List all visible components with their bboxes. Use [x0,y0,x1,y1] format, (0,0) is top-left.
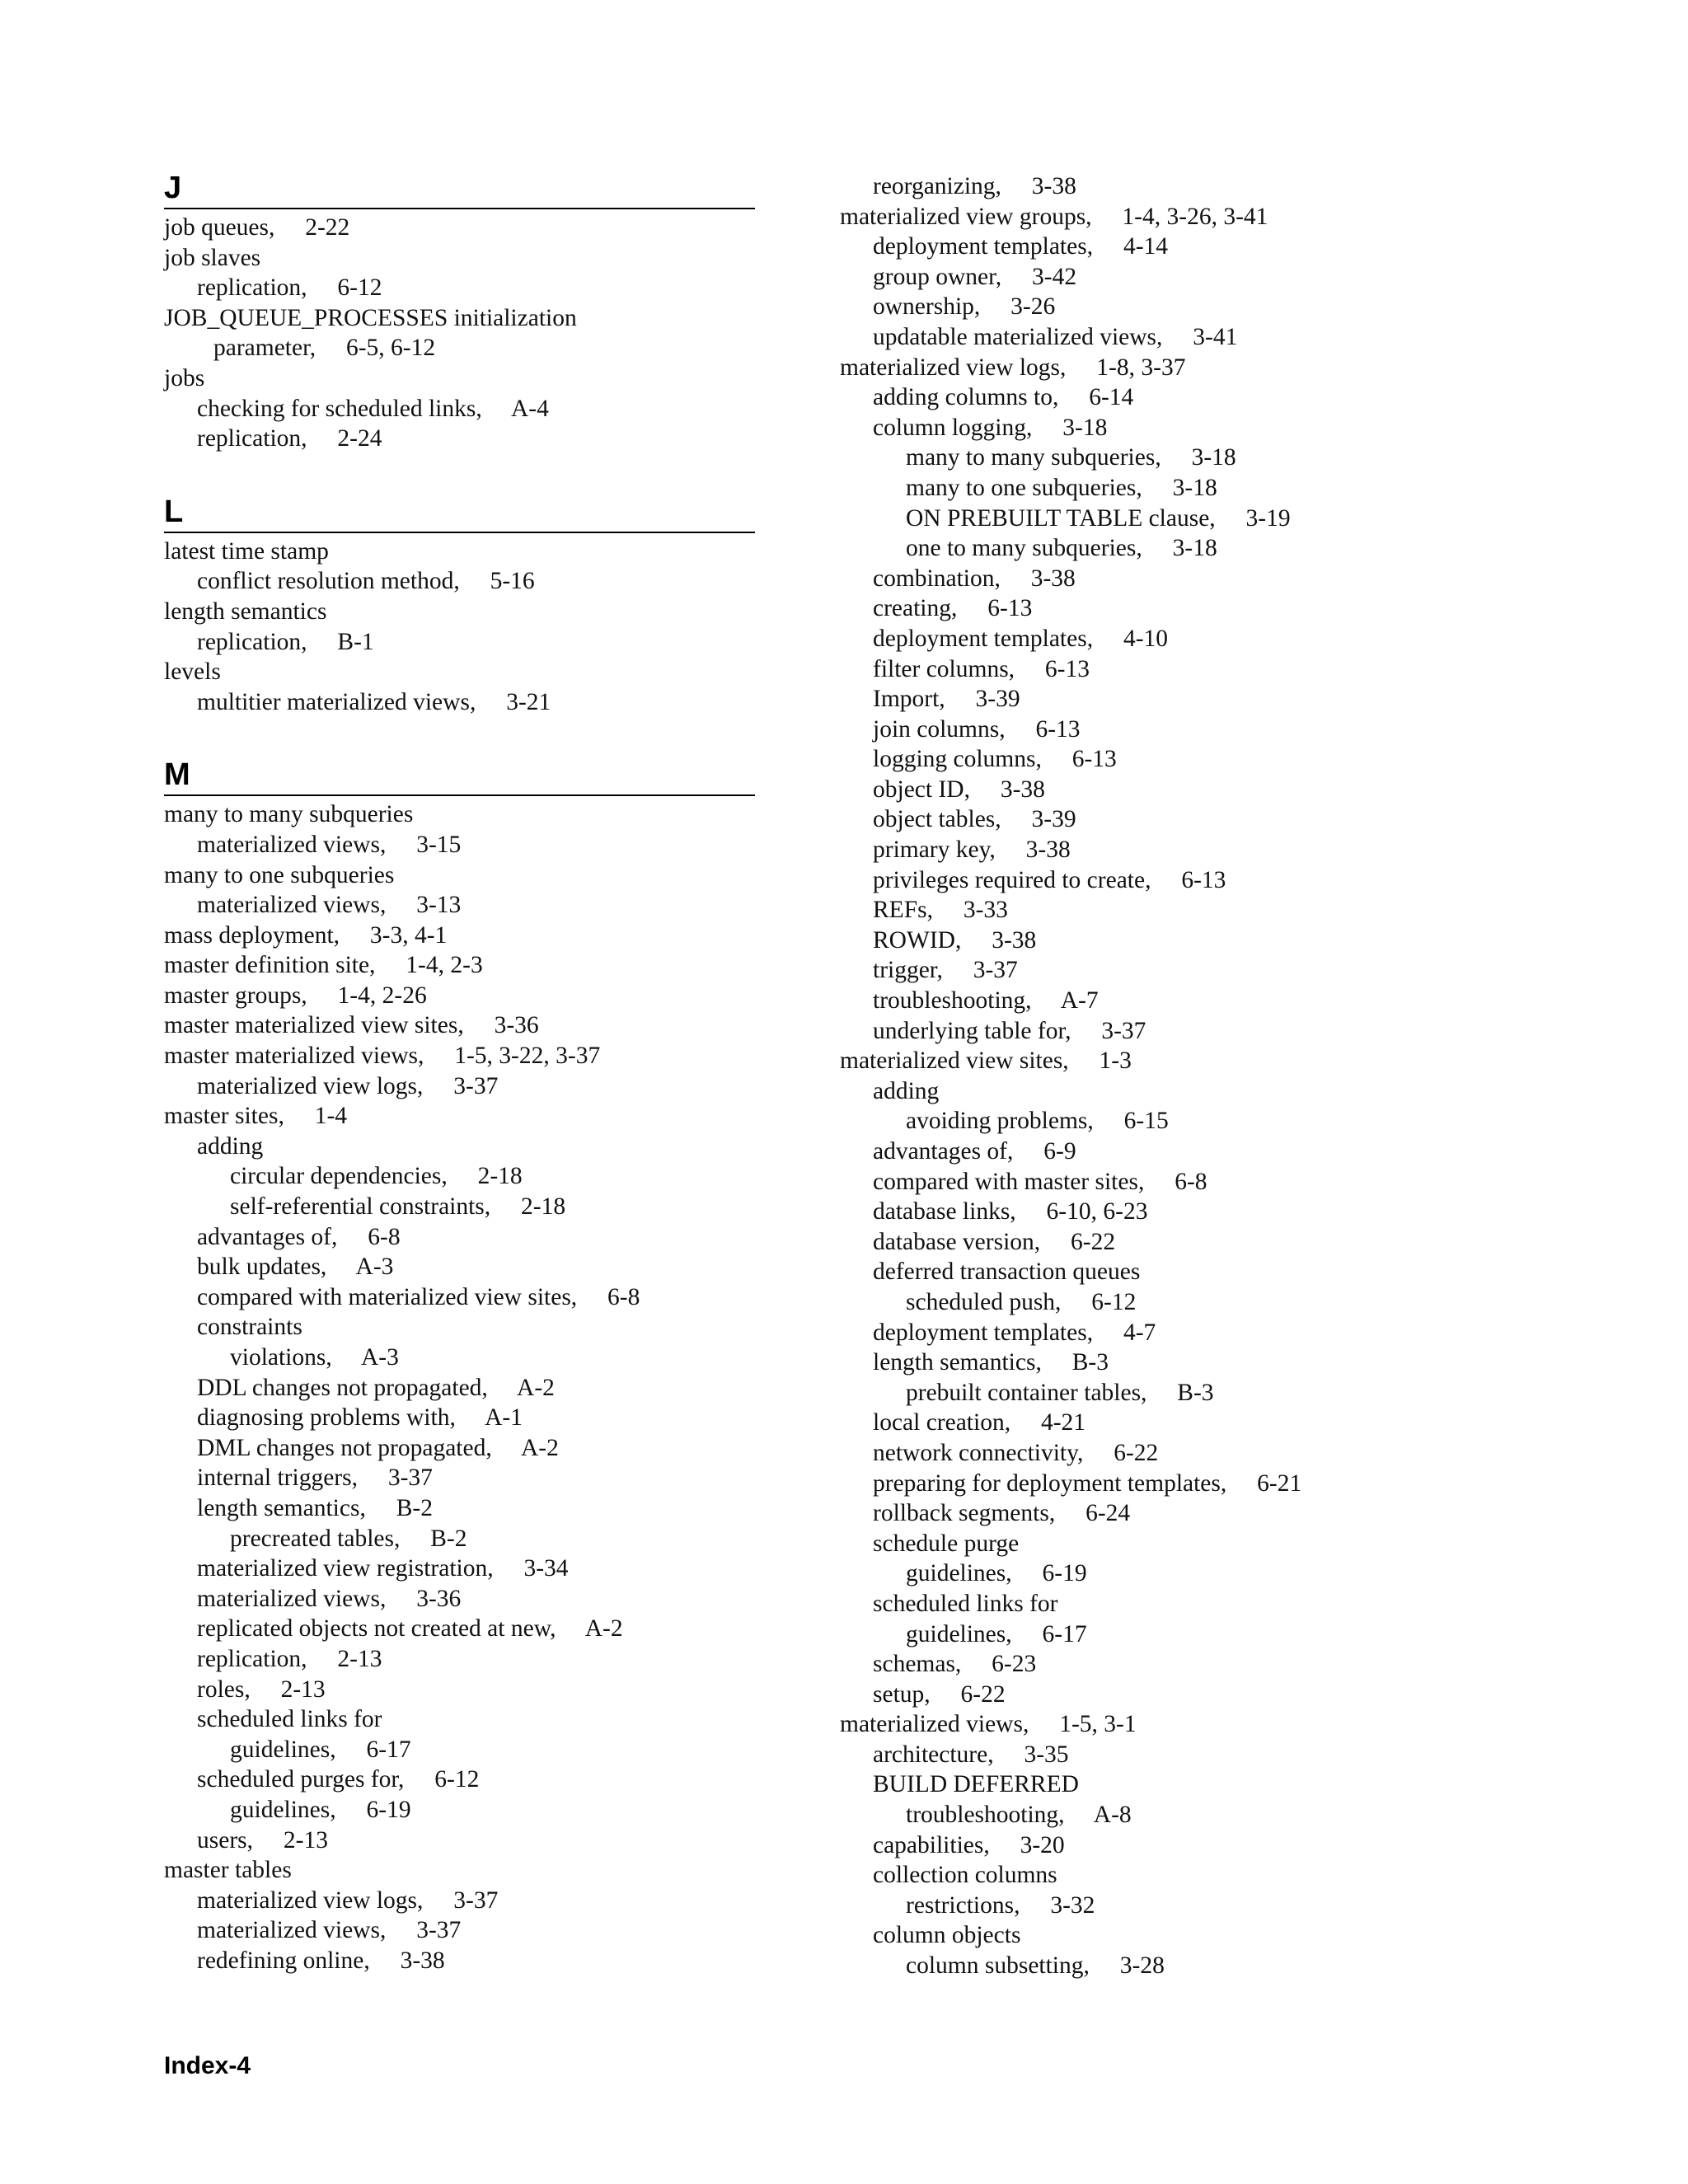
index-entry: levels [164,658,221,686]
index-entry-list [164,213,755,454]
index-entry: length semantics, B-2 [197,1494,433,1521]
index-entry: deployment templates, 4-7 [873,1319,1156,1346]
index-section-j [164,171,755,454]
index-entry: combination, 3-38 [873,565,1076,592]
section-gap [164,454,755,495]
index-entry: rollback segments, 6-24 [873,1500,1131,1527]
section-letter-heading: M [164,758,755,796]
index-entry: troubleshooting, A-8 [906,1802,1132,1829]
index-entry: roles, 2-13 [197,1675,326,1703]
index-entry: trigger, 3-37 [873,957,1018,984]
index-column-right [840,171,1664,1981]
index-entry: schemas, 6-23 [873,1651,1037,1678]
index-entry: checking for scheduled links, A-4 [197,395,549,422]
index-entry: ownership, 3-26 [873,293,1056,321]
index-entry: multitier materialized views, 3-21 [197,688,551,715]
index-entry: filter columns, 6-13 [873,655,1090,682]
index-entry: setup, 6-22 [873,1680,1006,1708]
section-letter-heading: L [164,495,755,533]
index-entry: prebuilt container tables, B-3 [906,1379,1214,1406]
index-entry: master materialized views, 1-5, 3-22, 3-37 [164,1043,601,1070]
index-entry: replication, 2-24 [197,425,382,452]
index-entry: materialized views, 3-37 [197,1917,462,1944]
index-entry: many to many subqueries, 3-18 [906,444,1236,471]
index-entry: logging columns, 6-13 [873,746,1117,773]
index-entry: latest time stamp [164,537,329,565]
index-entry: users, 2-13 [197,1826,328,1854]
section-gap [164,717,755,758]
index-entry: constraints [197,1314,302,1341]
index-entry: master tables [164,1857,292,1884]
index-entry: creating, 6-13 [873,595,1033,622]
index-entry: scheduled links for [197,1706,382,1733]
index-entry: mass deployment, 3-3, 4-1 [164,921,448,949]
index-entry: advantages of, 6-8 [197,1223,401,1250]
index-entry: deferred transaction queues [873,1258,1141,1286]
index-entry: many to one subqueries, 3-18 [906,474,1217,501]
index-entry: schedule purge [873,1530,1020,1557]
index-entry: scheduled push, 6-12 [906,1288,1137,1315]
index-entry: replication, B-1 [197,628,374,655]
index-entry: materialized views, 3-36 [197,1585,462,1612]
index-entry: privileges required to create, 6-13 [873,866,1226,893]
index-entry: precreated tables, B-2 [230,1525,467,1552]
index-entry: materialized view logs, 3-37 [197,1072,499,1099]
index-entry: JOB_QUEUE_PROCESSES initialization [164,304,577,331]
index-entry: materialized views, 3-15 [197,831,462,858]
index-entry: DML changes not propagated, A-2 [197,1434,559,1461]
index-entry: capabilities, 3-20 [873,1831,1065,1858]
index-section-m [164,758,755,1975]
index-entry: circular dependencies, 2-18 [230,1163,523,1190]
index-entry: scheduled links for [873,1590,1058,1617]
section-letter-heading: J [164,171,755,209]
index-entry: guidelines, 6-19 [906,1560,1087,1587]
index-entry: ON PREBUILT TABLE clause, 3-19 [906,504,1291,532]
index-entry: replication, 2-13 [197,1645,382,1672]
index-entry: jobs [164,364,205,391]
index-entry-list [164,537,755,718]
index-entry: scheduled purges for, 6-12 [197,1766,480,1793]
index-entry: materialized views, 3-13 [197,892,462,919]
index-entry: avoiding problems, 6-15 [906,1108,1169,1135]
index-entry: troubleshooting, A-7 [873,987,1099,1015]
index-entry: preparing for deployment templates, 6-21 [873,1469,1302,1497]
index-entry: redefining online, 3-38 [197,1947,445,1974]
index-entry: compared with master sites, 6-8 [873,1168,1207,1195]
index-entry: many to one subqueries [164,861,395,888]
index-entry: violations, A-3 [230,1344,399,1371]
index-entry: internal triggers, 3-37 [197,1465,433,1492]
index-entry: Import, 3-39 [873,686,1020,713]
index-entry: guidelines, 6-17 [906,1620,1087,1647]
index-entry: column objects [873,1922,1021,1949]
index-entry: architecture, 3-35 [873,1741,1069,1768]
index-entry: guidelines, 6-17 [230,1736,411,1763]
index-entry: BUILD DEFERRED [873,1771,1079,1798]
index-entry: length semantics [164,598,327,625]
index-entry: master groups, 1-4, 2-26 [164,982,427,1009]
index-entry: collection columns [873,1862,1057,1889]
index-entry: adding [873,1077,940,1104]
index-entry: column logging, 3-18 [873,414,1108,441]
index-entry: network connectivity, 6-22 [873,1439,1159,1466]
index-entry: deployment templates, 4-14 [873,233,1169,260]
index-entry: many to many subqueries [164,801,414,828]
index-entry: replication, 6-12 [197,274,382,302]
index-entry: self-referential constraints, 2-18 [230,1193,566,1221]
index-entry: materialized views, 1-5, 3-1 [840,1711,1137,1738]
index-entry: guidelines, 6-19 [230,1796,411,1823]
index-entry: conflict resolution method, 5-16 [197,568,535,595]
index-entry: materialized view registration, 3-34 [197,1555,569,1582]
index-entry: underlying table for, 3-37 [873,1017,1146,1044]
index-entry: column subsetting, 3-28 [906,1952,1165,1980]
index-entry: diagnosing problems with, A-1 [197,1404,523,1432]
index-entry: object ID, 3-38 [873,776,1045,803]
page-footer-label: Index-4 [164,2052,251,2079]
index-entry: join columns, 6-13 [873,715,1081,743]
index-entry: adding columns to, 6-14 [873,384,1134,411]
index-entry: parameter, 6-5, 6-12 [213,335,436,362]
index-entry-list [840,171,1664,1981]
index-entry: materialized view logs, 1-8, 3-37 [840,354,1186,381]
index-entry: materialized view groups, 1-4, 3-26, 3-41 [840,203,1268,230]
index-entry: DDL changes not propagated, A-2 [197,1374,555,1401]
index-entry: materialized view sites, 1-3 [840,1047,1132,1075]
index-entry: group owner, 3-42 [873,263,1077,290]
index-entry: reorganizing, 3-38 [873,173,1076,199]
index-entry: bulk updates, A-3 [197,1254,394,1281]
index-entry: replicated objects not created at new, A-2 [197,1615,623,1643]
index-entry: database links, 6-10, 6-23 [873,1198,1148,1226]
index-entry: master definition site, 1-4, 2-3 [164,952,483,979]
index-entry: master materialized view sites, 3-36 [164,1012,539,1039]
index-entry: materialized view logs, 3-37 [197,1886,499,1914]
index-entry: primary key, 3-38 [873,837,1071,864]
index-entry: restrictions, 3-32 [906,1891,1095,1919]
index-entry: master sites, 1-4 [164,1103,348,1130]
index-entry: advantages of, 6-9 [873,1138,1076,1165]
index-entry: job queues, 2-22 [164,214,350,241]
index-entry: updatable materialized views, 3-41 [873,323,1238,350]
index-entry: length semantics, B-3 [873,1349,1109,1376]
index-entry: job slaves [164,244,261,271]
index-column-left [164,171,755,1975]
index-entry: REFs, 3-33 [873,897,1008,924]
index-entry: adding [197,1132,264,1160]
index-entry-list [164,799,755,1975]
index-entry: database version, 6-22 [873,1228,1116,1255]
index-entry: object tables, 3-39 [873,806,1076,833]
index-entry: deployment templates, 4-10 [873,625,1169,652]
index-entry: compared with materialized view sites, 6-8 [197,1283,640,1310]
index-entry: ROWID, 3-38 [873,926,1037,954]
index-entry: local creation, 4-21 [873,1409,1086,1436]
index-entry: one to many subqueries, 3-18 [906,535,1217,562]
index-section-l [164,495,755,718]
